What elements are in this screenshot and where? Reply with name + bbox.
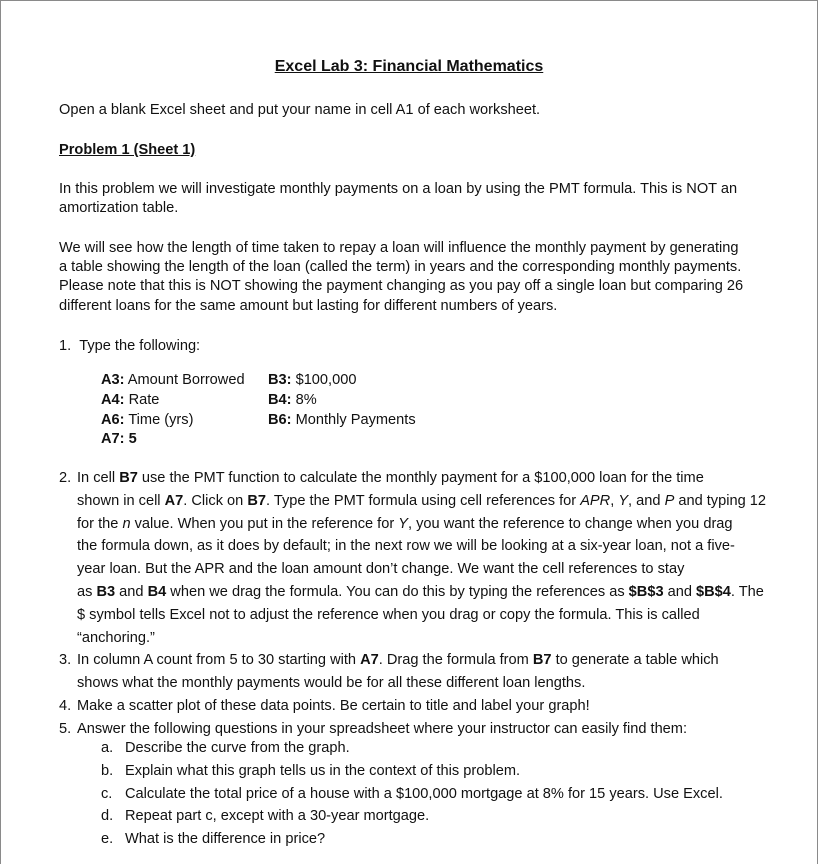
cell-ref: B4: <box>268 391 292 408</box>
problem-heading: Problem 1 (Sheet 1) <box>59 142 196 158</box>
step-2 <box>59 469 777 651</box>
step-4 <box>59 697 777 720</box>
text-line: amortization table. <box>59 200 179 217</box>
cell-value: Amount Borrowed <box>127 372 245 388</box>
text-line: Make a scatter plot of these data points. Be certain to title and label your graph! <box>77 697 590 714</box>
cell-value: Time (yrs) <box>128 411 194 428</box>
paragraph-pmt-intro <box>59 180 769 218</box>
question-e: e. What is the difference in price? <box>101 831 326 848</box>
text-line: shows what the monthly payments would be for all these different loan lengths. <box>77 675 586 692</box>
text-line: different loans for the same amount but lasting for different numbers of years. <box>59 297 558 314</box>
numbered-steps <box>59 469 777 743</box>
text-line: shown in cell A7. Click on B7. Type the PMT formula using cell references for APR, Y, and P and typing 12 <box>77 492 766 509</box>
cell-b3 <box>268 371 468 391</box>
step-number: 1. <box>59 338 72 354</box>
text-line: the formula down, as it does by default; in the next row we will be looking at a six-year loan, not a five- <box>77 538 735 555</box>
text-line: In column A count from 5 to 30 starting with A7. Drag the formula from B7 to generate a table which <box>77 652 719 669</box>
step-number: 4. <box>59 697 72 714</box>
question-a: a. Describe the curve from the graph. <box>101 740 350 756</box>
text-line: as B3 and B4 when we drag the formula. You can do this by typing the references as $B$3 and $B$4. The <box>77 583 764 600</box>
step-3 <box>59 651 777 697</box>
question-d: d. Repeat part c, except with a 30-year mortgage. <box>101 808 430 825</box>
cell-a7 <box>101 430 268 450</box>
text-line: year loan. But the APR and the loan amount don’t change. We want the cell references to stay <box>77 561 685 578</box>
cell-ref: A7: <box>101 431 125 448</box>
text-line: In this problem we will investigate monthly payments on a loan by using the PMT formula. This is NOT an <box>59 181 738 197</box>
question-list <box>101 739 781 853</box>
cell-a3 <box>101 371 268 391</box>
text-line: “anchoring.” <box>77 629 155 646</box>
cell-ref: A4: <box>101 391 125 408</box>
cell-b6 <box>268 411 468 431</box>
step-text: Type the following: <box>79 338 201 354</box>
cell-value: Rate <box>128 391 160 408</box>
text-line: $ symbol tells Excel not to adjust the reference when you drag or copy the formula. This is called <box>77 606 700 623</box>
cell-ref: A3: <box>101 372 125 388</box>
cell-ref: A6: <box>101 411 125 428</box>
text-line: Answer the following questions in your spreadsheet where your instructor can easily find them: <box>77 720 688 737</box>
question-b: b. Explain what this graph tells us in the context of this problem. <box>101 762 521 779</box>
cell-ref: B3: <box>268 372 292 388</box>
document-title: Excel Lab 3: Financial Mathematics <box>274 58 544 75</box>
cell-a4 <box>101 391 268 411</box>
cell-value: Monthly Payments <box>295 411 416 428</box>
cell-a6 <box>101 411 268 431</box>
step-number: 5. <box>59 720 72 737</box>
cell-instructions <box>101 371 468 450</box>
cell-value: 5 <box>128 431 137 448</box>
cell-value: 8% <box>295 391 317 408</box>
text-line: We will see how the length of time taken to repay a loan will influence the monthly payment by generating <box>59 240 739 256</box>
step-number: 2. <box>59 470 72 486</box>
question-c: c. Calculate the total price of a house with a $100,000 mortgage at 8% for 15 years. Use Excel. <box>101 785 723 802</box>
text-line: In cell B7 use the PMT function to calculate the monthly payment for a $100,000 loan for the time <box>77 470 704 486</box>
text-line: a table showing the length of the loan (called the term) in years and the corresponding monthly payments. <box>59 259 742 276</box>
intro-paragraph: Open a blank Excel sheet and put your name in cell A1 of each worksheet. <box>59 102 541 118</box>
text-line: Please note that this is NOT showing the payment changing as you pay off a single loan but comparing 26 <box>59 278 744 295</box>
cell-ref: B6: <box>268 411 292 428</box>
step-number: 3. <box>59 652 72 669</box>
step-1 <box>59 337 200 356</box>
cell-value: $100,000 <box>295 372 357 388</box>
paragraph-loan-length <box>59 239 769 316</box>
cell-b4 <box>268 391 468 411</box>
text-line: for the n value. When you put in the reference for Y, you want the reference to change when you drag <box>77 515 733 532</box>
